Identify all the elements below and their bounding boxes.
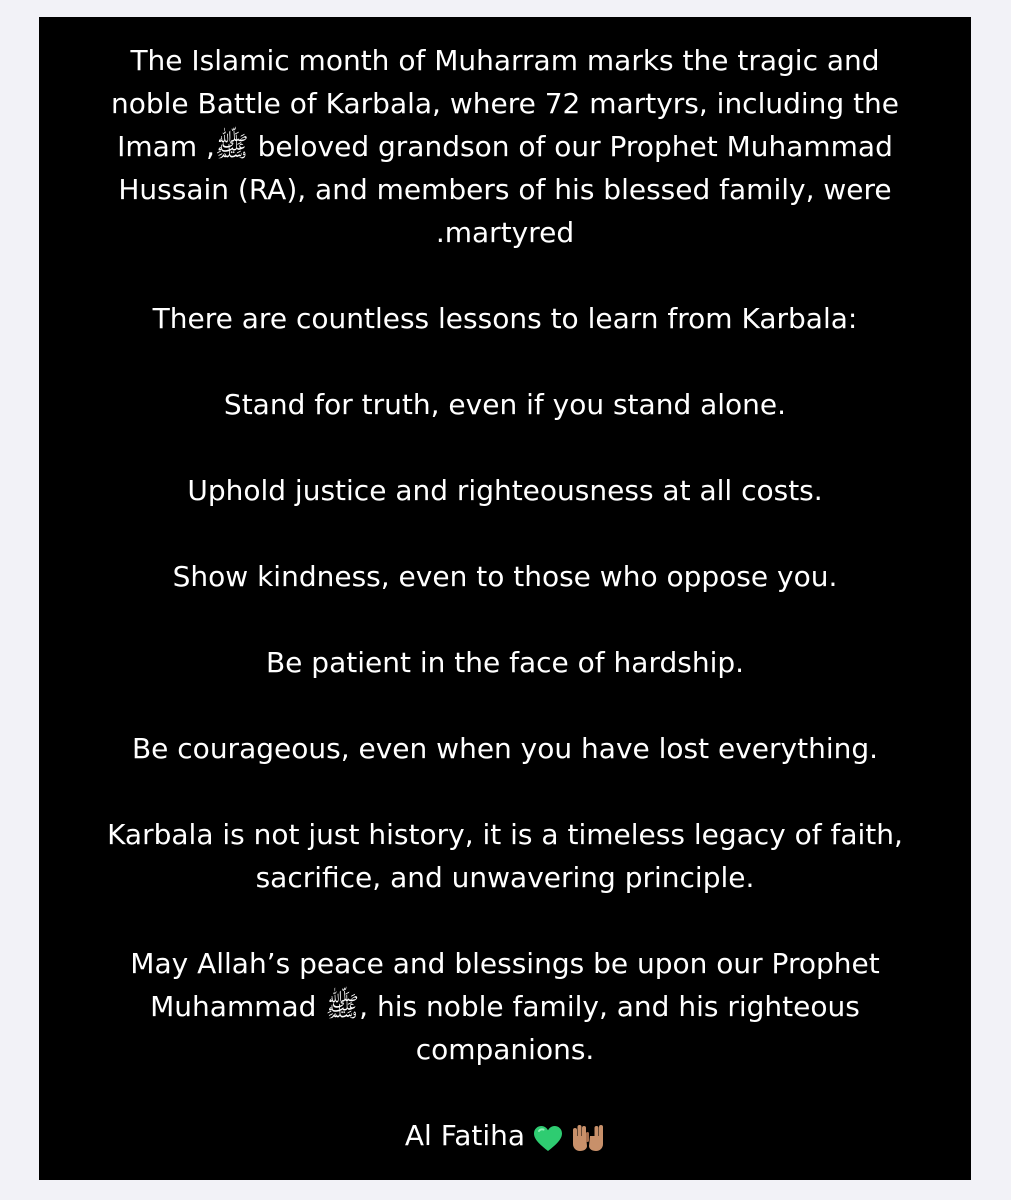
- blessing-paragraph: May Allah’s peace and blessings be upon our Prophet Muhammad ﷺ, his noble family, and his righteous companions.: [130, 947, 880, 1066]
- green-heart-icon: [533, 1122, 563, 1150]
- intro-paragraph: The Islamic month of Muharram marks the tragic and noble Battle of Karbala, where 72 martyrs, including the Imam ,ﷺ beloved grandson of our Prophet Muhammad Hussain (RA), and members of his blessed family, were .martyred: [110, 44, 900, 249]
- raised-hands-icon: [571, 1121, 605, 1151]
- quote-card: [39, 17, 971, 1180]
- lesson-kindness: Show kindness, even to those who oppose you.: [172, 560, 838, 593]
- lesson-patience: Be patient in the face of hardship.: [265, 646, 745, 679]
- closing-text: Al Fatiha: [404, 1119, 526, 1152]
- lesson-justice: Uphold justice and righteousness at all costs.: [187, 474, 823, 507]
- lessons-heading: There are countless lessons to learn from Karbala:: [152, 302, 858, 335]
- lesson-courage: Be courageous, even when you have lost everything.: [131, 732, 879, 765]
- closing-line: [105, 1114, 905, 1157]
- lesson-truth: Stand for truth, even if you stand alone.: [223, 388, 787, 421]
- legacy-paragraph: Karbala is not just history, it is a timeless legacy of faith, sacrifice, and unwavering principle.: [107, 818, 903, 894]
